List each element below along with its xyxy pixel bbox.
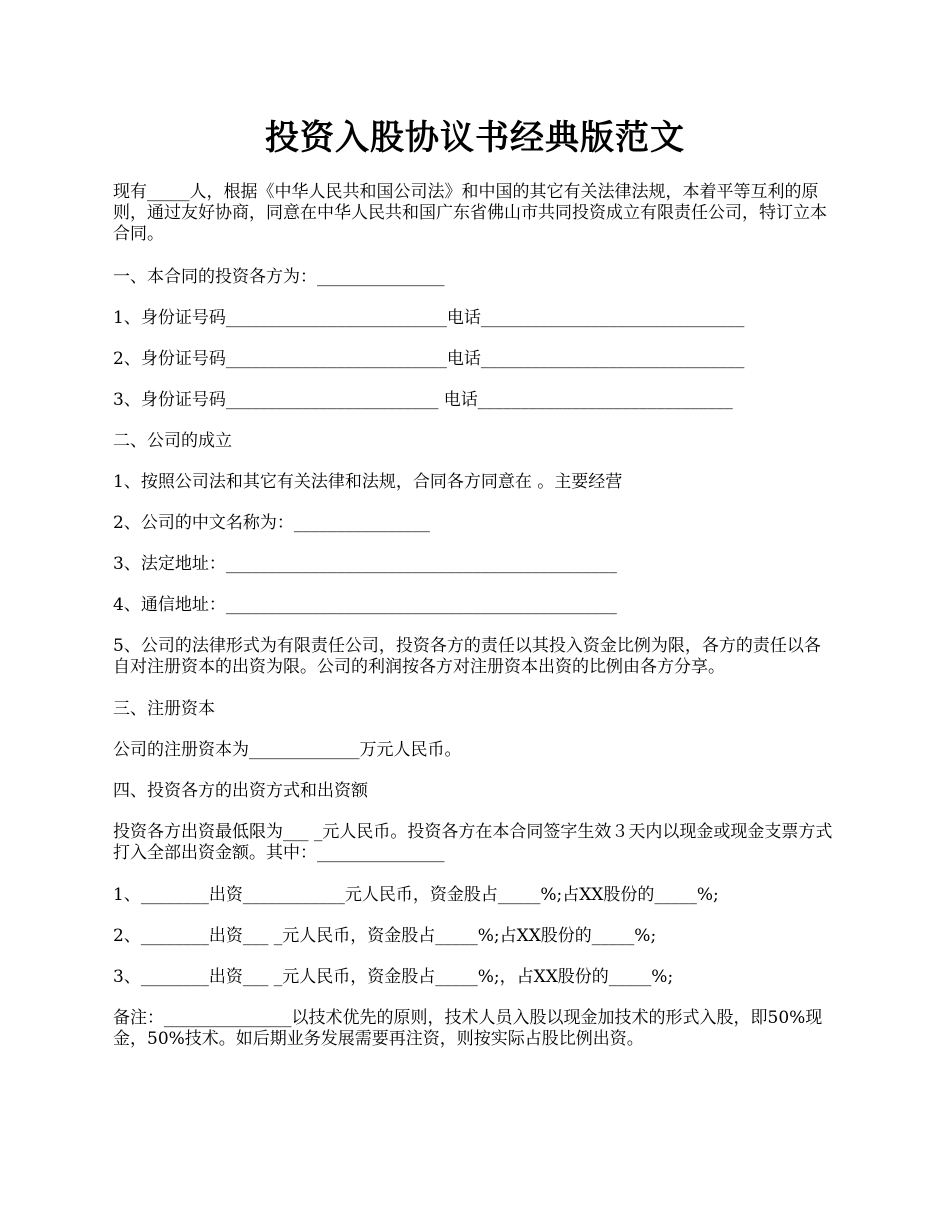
registered-capital-line: 公司的注册资本为_____________万元人民币。 (113, 740, 462, 760)
investor-1-line: 1、身份证号码__________________________电话_______________________________ (113, 308, 745, 328)
section-1-heading: 一、本合同的投资各方为：_______________ (113, 267, 445, 287)
clause-2-2: 2、公司的中文名称为：________________ (113, 513, 430, 533)
clause-2-1: 1、按照公司法和其它有关法律和法规，合同各方同意在 。主要经营 (113, 472, 623, 492)
intro-paragraph: 现有_____人，根据《中华人民共和国公司法》和中国的其它有关法律法规，本着平等互利的原则，通过友好协商，同意在中华人民共和国广东省佛山市共同投资成立有限责任公司，特订立本合同。 (113, 182, 827, 244)
clause-2-5: 5、公司的法律形式为有限责任公司，投资各方的责任以其投入资金比例为限，各方的责任以各自对注册资本的出资为限。公司的利润按各方对注册资本出资的比例由各方分享。 (113, 636, 821, 677)
section-3-heading: 三、注册资本 (113, 699, 215, 719)
clause-2-4: 4、通信地址：______________________________________________ (113, 595, 617, 615)
contribution-paragraph: 投资各方出资最低限为___ _元人民币。投资各方在本合同签字生效３天内以现金或现金支票方式打入全部出资金额。其中：_______________ (113, 822, 833, 863)
contribution-line-1: 1、________出资____________元人民币，资金股占_____%;占XX股份的_____%; (113, 885, 719, 905)
section-4-heading: 四、投资各方的出资方式和出资额 (113, 781, 368, 801)
clause-2-3: 3、法定地址：______________________________________________ (113, 554, 617, 574)
investor-2-line: 2、身份证号码__________________________电话_______________________________ (113, 349, 745, 369)
document-title: 投资入股协议书经典版范文 (265, 118, 685, 158)
contribution-line-2: 2、________出资___ _元人民币，资金股占_____%;占XX股份的_____%; (113, 926, 657, 946)
contribution-line-3: 3、________出资___ _元人民币，资金股占_____%;，占XX股份的_____%; (113, 967, 674, 987)
section-2-heading: 二、公司的成立 (113, 431, 232, 451)
remarks-paragraph: 备注：_______________以技术优先的原则，技术人员入股以现金加技术的形式入股，即50%现金，50%技术。如后期业务发展需要再注资，则按实际占股比例出资。 (113, 1008, 823, 1049)
investor-3-line: 3、身份证号码_________________________ 电话______________________________ (113, 390, 733, 410)
